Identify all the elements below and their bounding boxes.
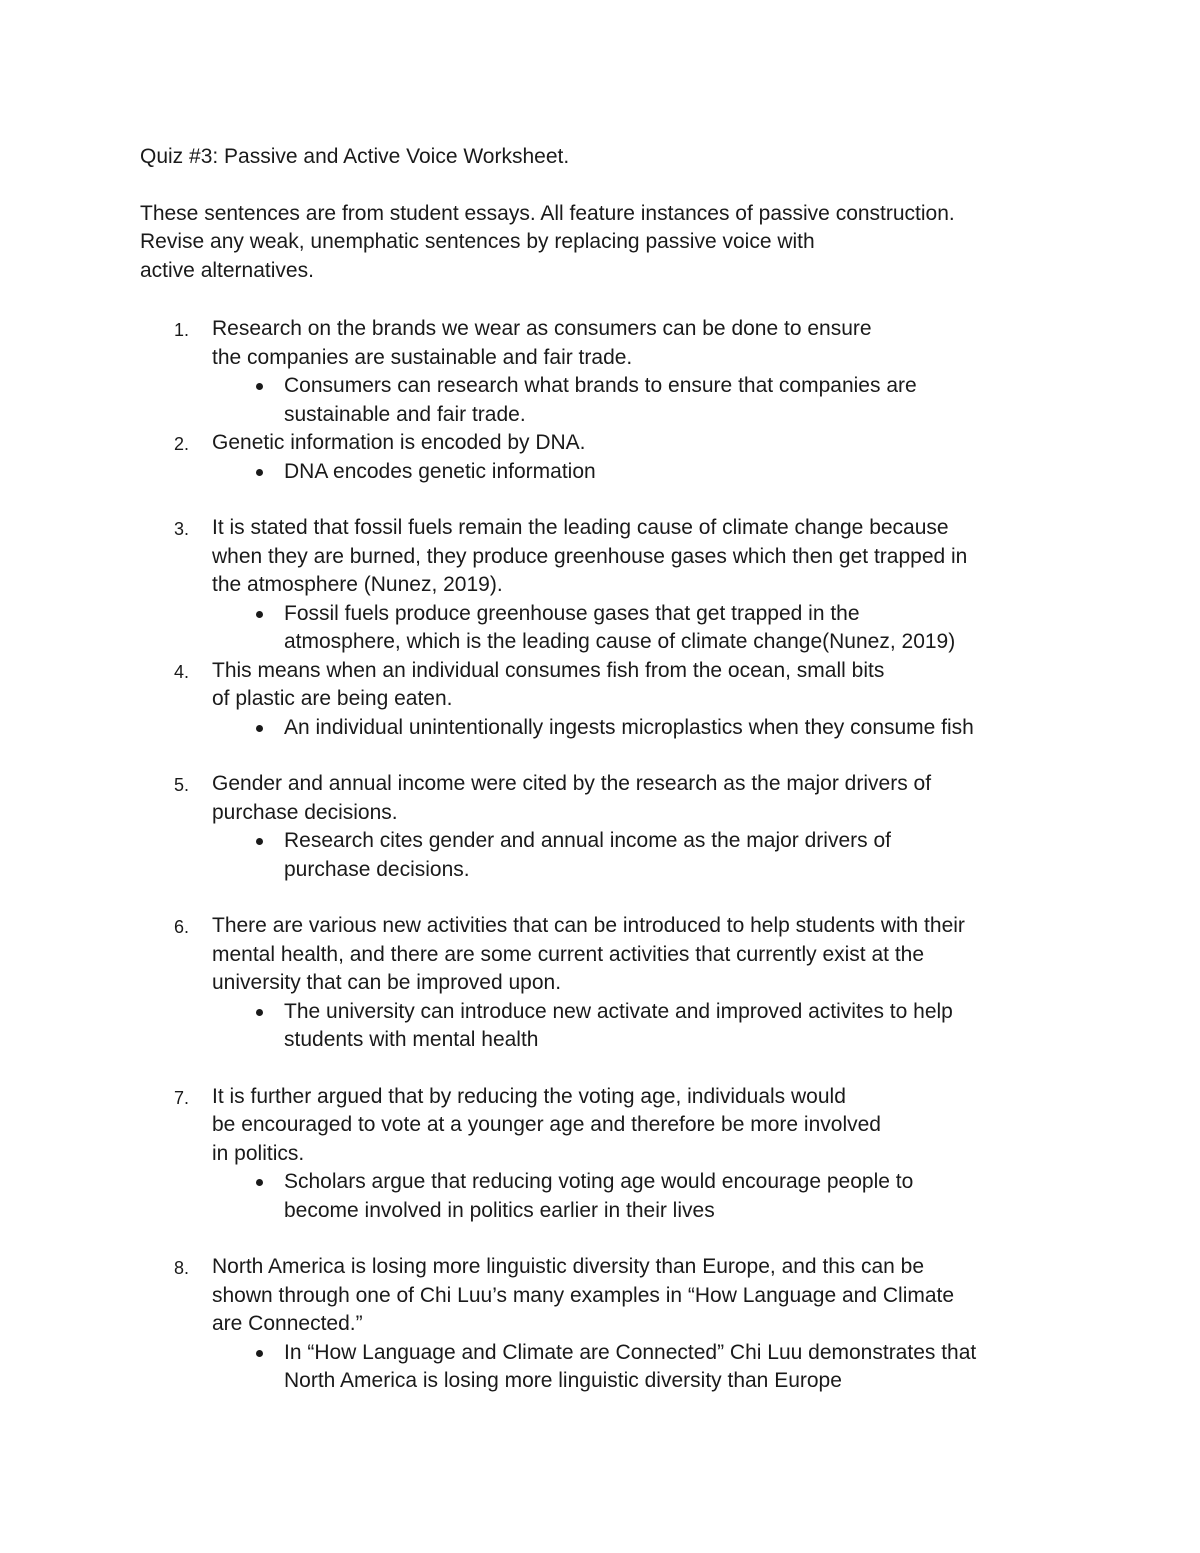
instructions — [140, 200, 1070, 286]
list-item — [140, 429, 1070, 514]
original-line: Research on the brands we wear as consumers can be done to ensure — [212, 317, 872, 340]
original-line: mental health, and there are some current activities that currently exist at the — [212, 942, 925, 966]
original-line: are Connected.” — [212, 1312, 363, 1335]
revised-line: Consumers can research what brands to ensure that companies are — [284, 374, 917, 397]
revised-line: Fossil fuels produce greenhouse gases that get trapped in the — [284, 601, 860, 625]
revised-sentence — [212, 458, 1070, 487]
spacer — [212, 1055, 1070, 1083]
original-line: when they are burned, they produce greenhouse gases which then get trapped in — [212, 544, 968, 568]
item-number: 8. — [174, 1258, 190, 1278]
item-number: 1. — [174, 320, 190, 340]
original-line: North America is losing more linguistic diversity than Europe, and this can be — [212, 1255, 925, 1278]
revised-sentence — [212, 600, 1070, 657]
list-item — [140, 1253, 1070, 1396]
bullet-icon — [256, 383, 263, 390]
revised-sentence — [212, 998, 1070, 1055]
list-item — [140, 770, 1070, 912]
original-sentence — [212, 1083, 1070, 1169]
original-line: the companies are sustainable and fair trade. — [212, 345, 633, 369]
revised-line: In “How Language and Climate are Connected” Chi Luu demonstrates that — [284, 1340, 977, 1364]
original-line: This means when an individual consumes fish from the ocean, small bits — [212, 658, 885, 682]
revised-line: North America is losing more linguistic diversity than Europe — [284, 1369, 842, 1392]
sentence-list — [140, 315, 1070, 1396]
original-line: university that can be improved upon. — [212, 971, 562, 994]
bullet-icon — [256, 1179, 263, 1186]
bullet-icon — [256, 725, 263, 732]
bullet-icon — [256, 469, 263, 476]
list-item — [140, 514, 1070, 657]
revised-line: atmosphere, which is the leading cause of climate change(Nunez, 2019) — [284, 630, 956, 653]
revised-line: DNA encodes genetic information — [284, 459, 596, 483]
original-line: Gender and annual income were cited by the research as the major drivers of — [212, 772, 932, 795]
item-number: 3. — [174, 519, 190, 539]
revised-sentence — [212, 1168, 1070, 1225]
revised-sentence — [212, 827, 1070, 884]
revised-line: students with mental health — [284, 1028, 539, 1051]
document-content — [140, 143, 1070, 1396]
spacer — [212, 884, 1070, 912]
original-line: purchase decisions. — [212, 800, 398, 824]
bullet-icon — [256, 611, 263, 618]
original-sentence — [212, 1253, 1070, 1339]
revised-line: become involved in politics earlier in their lives — [284, 1198, 715, 1222]
spacer — [212, 742, 1070, 770]
item-number: 7. — [174, 1087, 190, 1108]
page-title: Quiz #3: Passive and Active Voice Worksheet. — [140, 145, 570, 168]
list-item — [140, 315, 1070, 429]
bullet-icon — [256, 1350, 263, 1357]
instructions-line: These sentences are from student essays. All feature instances of passive construction. — [140, 201, 955, 225]
revised-sentence — [212, 372, 1070, 429]
bullet-icon — [256, 1009, 263, 1016]
original-line: be encouraged to vote at a younger age and therefore be more involved — [212, 1113, 881, 1136]
revised-line: An individual unintentionally ingests microplastics when they consume fish — [284, 715, 974, 739]
original-line: shown through one of Chi Luu’s many examples in “How Language and Climate — [212, 1283, 955, 1307]
instructions-line: active alternatives. — [140, 258, 314, 282]
original-line: in politics. — [212, 1141, 305, 1165]
revised-line: Research cites gender and annual income as the major drivers of — [284, 829, 891, 852]
spacer — [212, 1225, 1070, 1253]
original-sentence — [212, 770, 1070, 827]
original-sentence — [212, 912, 1070, 998]
list-item — [140, 912, 1070, 1083]
original-sentence — [212, 514, 1070, 600]
original-line: of plastic are being eaten. — [212, 687, 453, 710]
original-line: There are various new activities that can be introduced to help students with their — [212, 914, 965, 937]
original-sentence — [212, 429, 1070, 458]
original-line: Genetic information is encoded by DNA. — [212, 431, 586, 454]
original-line: It is stated that fossil fuels remain the leading cause of climate change because — [212, 516, 949, 539]
item-number: 5. — [174, 775, 190, 795]
revised-line: sustainable and fair trade. — [284, 402, 526, 426]
item-number: 2. — [174, 434, 190, 454]
item-number: 4. — [174, 661, 190, 682]
revised-line: purchase decisions. — [284, 857, 470, 881]
revised-line: Scholars argue that reducing voting age would encourage people to — [284, 1170, 914, 1193]
list-item — [140, 1083, 1070, 1254]
revised-sentence — [212, 714, 1070, 743]
original-sentence — [212, 315, 1070, 372]
original-line: the atmosphere (Nunez, 2019). — [212, 573, 503, 596]
revised-line: The university can introduce new activate and improved activites to help — [284, 999, 953, 1023]
original-line: It is further argued that by reducing the voting age, individuals would — [212, 1084, 846, 1108]
instructions-line: Revise any weak, unemphatic sentences by replacing passive voice with — [140, 230, 815, 253]
revised-sentence — [212, 1339, 1070, 1396]
spacer — [212, 486, 1070, 514]
item-number: 6. — [174, 917, 190, 937]
original-sentence — [212, 657, 1070, 714]
list-item — [140, 657, 1070, 771]
bullet-icon — [256, 838, 263, 845]
